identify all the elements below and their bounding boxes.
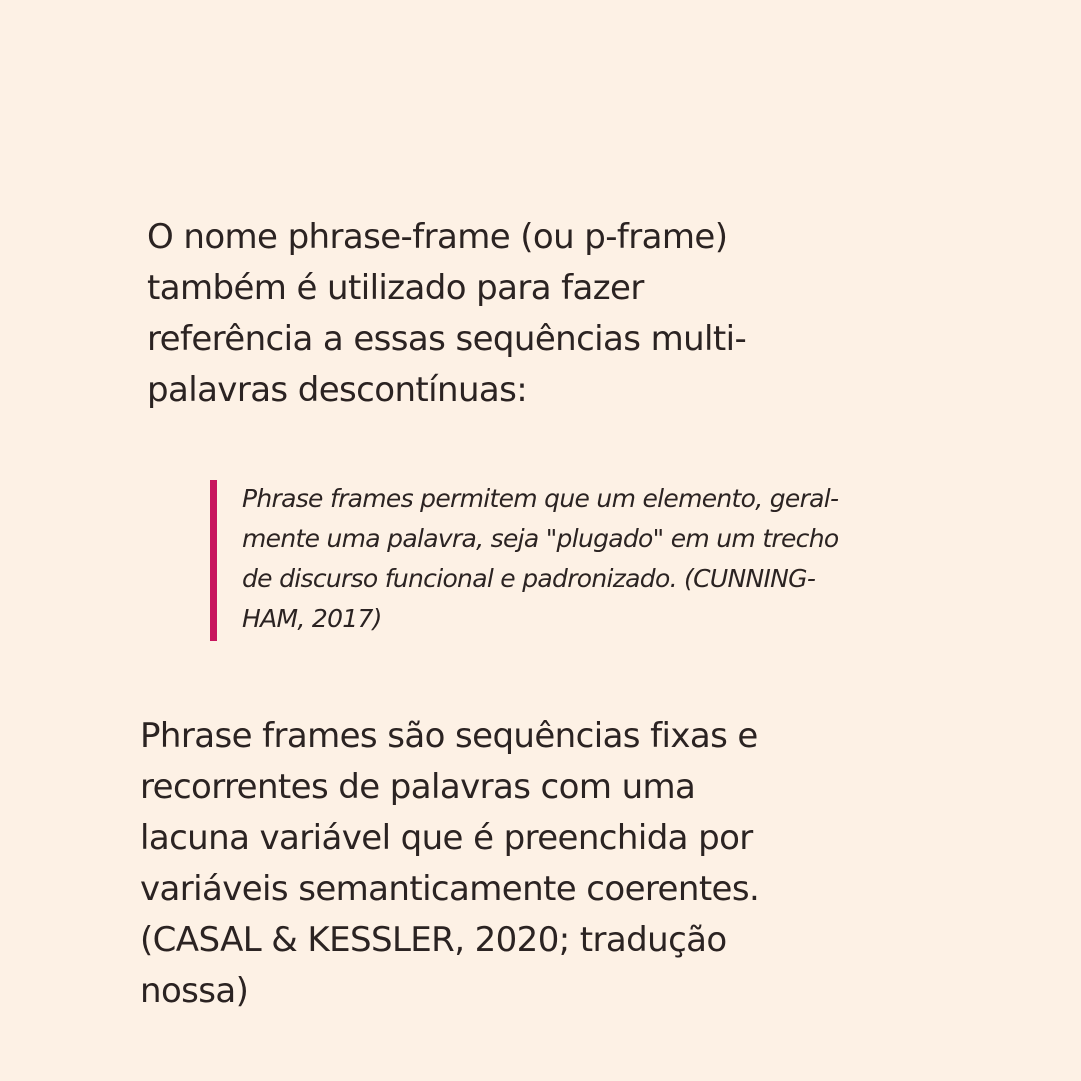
- closing-line-4: variáveis semanticamente coerentes.: [140, 869, 760, 909]
- intro-line-1: O nome phrase-frame (ou p-frame): [147, 217, 728, 257]
- closing-line-1: Phrase frames são sequências fixas e: [140, 716, 758, 756]
- quote-line-1: Phrase frames permitem que um elemento, geral-: [242, 484, 839, 513]
- closing-line-3: lacuna variável que é preenchida por: [140, 818, 753, 858]
- intro-line-3: referência a essas sequências multi-: [147, 319, 747, 359]
- quote-line-2: mente uma palavra, seja "plugado" em um trecho: [242, 524, 839, 553]
- quote-line-4: HAM, 2017): [242, 604, 382, 633]
- closing-line-6: nossa): [140, 971, 249, 1011]
- intro-line-4: palavras descontínuas:: [147, 370, 528, 410]
- intro-line-2: também é utilizado para fazer: [147, 268, 644, 308]
- blockquote-accent-bar: [210, 480, 217, 641]
- closing-line-5: (CASAL & KESSLER, 2020; tradução: [140, 920, 727, 960]
- quote-line-3: de discurso funcional e padronizado. (CUNNING-: [242, 564, 816, 593]
- closing-line-2: recorrentes de palavras com uma: [140, 767, 696, 807]
